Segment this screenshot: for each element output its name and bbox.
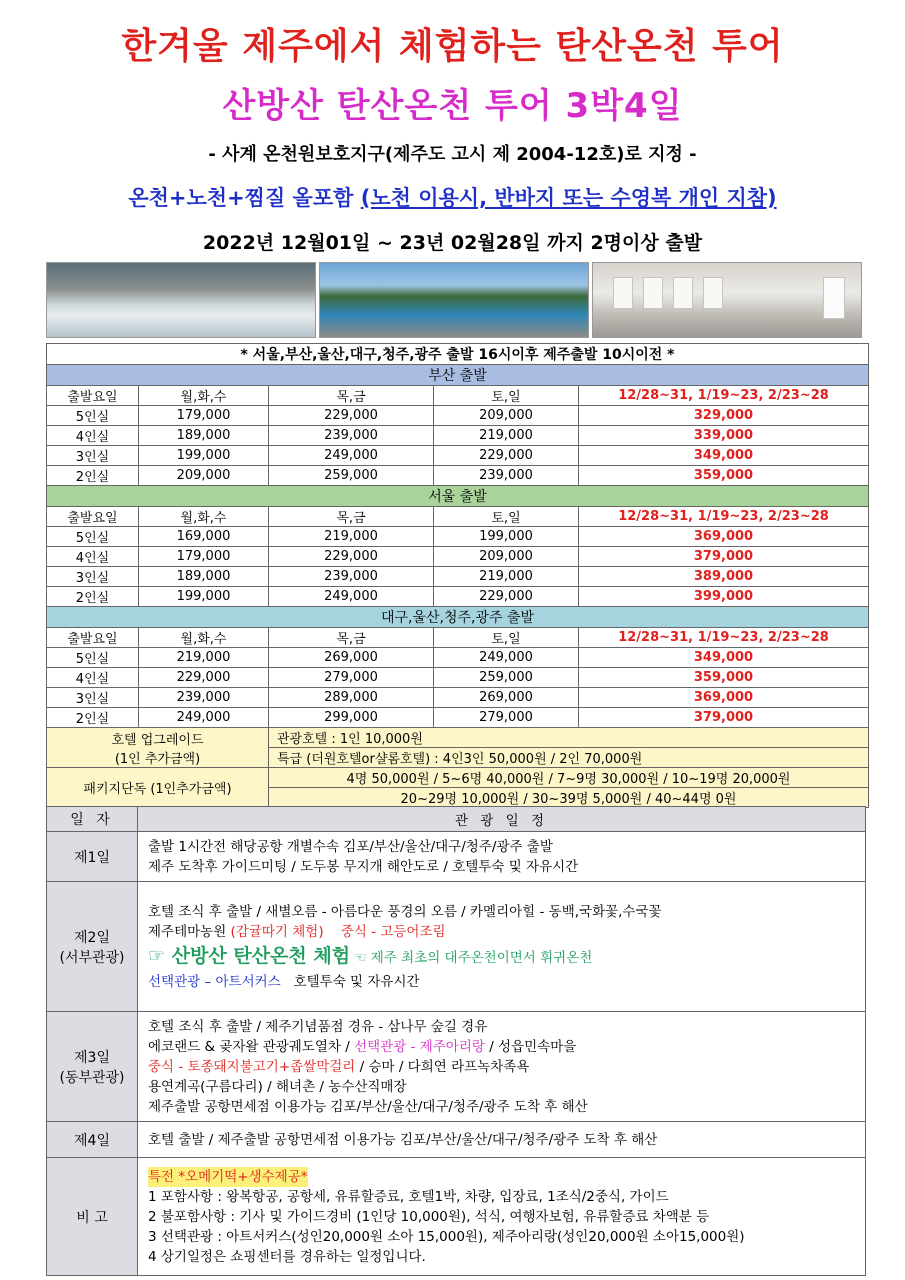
price-cell: 269,000: [434, 688, 579, 708]
price-cell: 379,000: [579, 708, 869, 728]
price-cell: 289,000: [269, 688, 434, 708]
price-cell: 229,000: [139, 668, 269, 688]
price-cell: 279,000: [269, 668, 434, 688]
price-cell: 389,000: [579, 567, 869, 587]
price-cell: 219,000: [139, 648, 269, 668]
price-cell: 199,000: [139, 446, 269, 466]
price-cell: 2인실: [47, 466, 139, 486]
price-row: [47, 446, 869, 466]
price-cell: 3인실: [47, 688, 139, 708]
day1-plan: 출발 1시간전 해당공항 개별수속 김포/부산/울산/대구/청주/광주 출발 제주 도착후 가이드미팅 / 도두봉 무지개 해안도로 / 호텔투숙 및 자유시간: [138, 832, 866, 882]
section-title: 서울 출발: [47, 486, 869, 507]
price-cell: 209,000: [434, 406, 579, 426]
price-row: [47, 688, 869, 708]
price-cell: 199,000: [434, 527, 579, 547]
package-line1: 4명 50,000원 / 5~6명 40,000원 / 7~9명 30,000원 / 10~19명 20,000원: [269, 768, 869, 788]
column-header: 12/28~31, 1/19~23, 2/23~28: [579, 386, 869, 406]
upgrade-standard: 관광호텔 : 1인 10,000원: [269, 728, 869, 748]
note-label: 비 고: [47, 1158, 138, 1276]
note-content: 특전 *오메기떡+생수제공* 1 포함사항 : 왕복항공, 공항세, 유류할증료, 호텔1박, 차량, 입장료, 1조식/2중식, 가이드 2 불포함사항 : 기사 및 가이드경비 (1인당 10,000원), 석식, 여행자보험, 유류할증료 차액분 등 3 선택관광 : 아트서커스(성인20,000원 소아 15,000원), 제주아리랑(성인20,000원 소아15,000원) 4 상기일정은 쇼핑센터를 경유하는 일정입니다.: [138, 1158, 866, 1276]
price-cell: 229,000: [434, 446, 579, 466]
column-header-row: [47, 628, 869, 648]
price-cell: 219,000: [434, 426, 579, 446]
price-cell: 379,000: [579, 547, 869, 567]
package-row: [47, 768, 869, 788]
day3-label: 제3일 (동부관광): [47, 1012, 138, 1122]
price-header-row: [47, 344, 869, 365]
price-row: [47, 547, 869, 567]
day4-plan: 호텔 출발 / 제주출발 공항면세점 이용가능 김포/부산/울산/대구/청주/광주 도착 후 해산: [138, 1122, 866, 1158]
price-row: [47, 426, 869, 446]
column-header: 월,화,수: [139, 628, 269, 648]
price-cell: 209,000: [139, 466, 269, 486]
price-cell: 259,000: [269, 466, 434, 486]
price-row: [47, 587, 869, 607]
price-cell: 249,000: [434, 648, 579, 668]
price-cell: 329,000: [579, 406, 869, 426]
price-cell: 4인실: [47, 668, 139, 688]
section-row: [47, 607, 869, 628]
price-row: [47, 648, 869, 668]
price-cell: 359,000: [579, 668, 869, 688]
column-header: 토,일: [434, 507, 579, 527]
price-table: [46, 343, 869, 808]
column-header: 출발요일: [47, 628, 139, 648]
price-cell: 259,000: [434, 668, 579, 688]
price-cell: 339,000: [579, 426, 869, 446]
designation-note: - 사계 온천원보호지구(제주도 고시 제 2004-12호)로 지정 -: [208, 144, 697, 165]
column-header: 목,금: [269, 386, 434, 406]
day2-label: 제2일 (서부관광): [47, 882, 138, 1012]
section-row: [47, 486, 869, 507]
column-header: 목,금: [269, 628, 434, 648]
price-cell: 369,000: [579, 688, 869, 708]
price-cell: 229,000: [269, 406, 434, 426]
day3-plan: 호텔 조식 후 출발 / 제주기념품점 경유 - 삼나무 숲길 경유 에코랜드 & 곶자왈 관광궤도열차 / 선택관광 - 제주아리랑 / 성읍민속마을 중식 - 토종돼지불고기+좁쌀막걸리 / 승마 / 다희연 라프녹차족욕 용연계곡(구름다리) / 해녀촌 / 농수산직매장 제주출발 공항면세점 이용가능 김포/부산/울산/대구/청주/광주 도착 후 해산: [138, 1012, 866, 1122]
main-title: 한겨울 제주에서 체험하는 탄산온천 투어: [121, 26, 784, 67]
price-cell: 359,000: [579, 466, 869, 486]
inclusion-note: 온천+노천+찜질 올포함 (노천 이용시, 반바지 또는 수영복 개인 지참): [128, 186, 777, 210]
column-header: 12/28~31, 1/19~23, 2/23~28: [579, 507, 869, 527]
column-header: 12/28~31, 1/19~23, 2/23~28: [579, 628, 869, 648]
price-row: [47, 567, 869, 587]
price-cell: 239,000: [139, 688, 269, 708]
hot-spring-photo: [46, 262, 316, 338]
price-cell: 239,000: [269, 426, 434, 446]
day1-label: 제1일: [47, 832, 138, 882]
price-cell: 5인실: [47, 406, 139, 426]
column-header-row: [47, 507, 869, 527]
price-cell: 179,000: [139, 406, 269, 426]
sub-title: 산방산 탄산온천 투어 3박4일: [222, 86, 683, 126]
price-cell: 189,000: [139, 567, 269, 587]
price-cell: 279,000: [434, 708, 579, 728]
package-label: 패키지단독 (1인추가금액): [47, 768, 269, 808]
price-cell: 229,000: [434, 587, 579, 607]
upgrade-premium: 특급 (더원호텔or샬롬호텔) : 4인3인 50,000원 / 2인 70,000원: [269, 748, 869, 768]
column-header: 출발요일: [47, 386, 139, 406]
day2-plan: 호텔 조식 후 출발 / 새별오름 - 아름다운 풍경의 오름 / 카멜리아힐 - 동백,국화꽃,수국꽃 제주테마농원 (감귤따기 체험) 중식 - 고등어조림 ☞ 산방산 탄산온천 체험 ☜ 제주 최초의 대주온천이면서 휘귀온천 선택관광 – 아트서커스 호텔투숙 및 자유시간: [138, 882, 866, 1012]
price-cell: 239,000: [269, 567, 434, 587]
price-cell: 2인실: [47, 587, 139, 607]
col-plan-header: 관 광 일 정: [138, 807, 866, 832]
price-cell: 199,000: [139, 587, 269, 607]
price-cell: 209,000: [434, 547, 579, 567]
section-title: 대구,울산,청주,광주 출발: [47, 607, 869, 628]
price-cell: 169,000: [139, 527, 269, 547]
period-note: 2022년 12월01일 ~ 23년 02월28일 까지 2명이상 출발: [202, 232, 703, 254]
price-cell: 249,000: [269, 446, 434, 466]
price-cell: 249,000: [269, 587, 434, 607]
price-cell: 219,000: [269, 527, 434, 547]
section-title: 부산 출발: [47, 365, 869, 386]
pool-photo: [319, 262, 589, 338]
price-cell: 179,000: [139, 547, 269, 567]
price-cell: 219,000: [434, 567, 579, 587]
price-row: [47, 708, 869, 728]
column-header: 토,일: [434, 386, 579, 406]
price-cell: 349,000: [579, 648, 869, 668]
price-row: [47, 668, 869, 688]
price-cell: 3인실: [47, 567, 139, 587]
price-cell: 269,000: [269, 648, 434, 668]
price-row: [47, 406, 869, 426]
column-header: 목,금: [269, 507, 434, 527]
price-cell: 249,000: [139, 708, 269, 728]
price-cell: 399,000: [579, 587, 869, 607]
section-row: [47, 365, 869, 386]
column-header: 월,화,수: [139, 507, 269, 527]
day4-label: 제4일: [47, 1122, 138, 1158]
upgrade-row: [47, 728, 869, 748]
col-day-header: 일 자: [47, 807, 138, 832]
upgrade-label: 호텔 업그레이드 (1인 추가금액): [47, 728, 269, 768]
column-header-row: [47, 386, 869, 406]
price-header: * 서울,부산,울산,대구,청주,광주 출발 16시이후 제주출발 10시이전 *: [47, 344, 869, 365]
price-row: [47, 466, 869, 486]
price-cell: 2인실: [47, 708, 139, 728]
price-cell: 239,000: [434, 466, 579, 486]
column-header: 토,일: [434, 628, 579, 648]
package-line2: 20~29명 10,000원 / 30~39명 5,000원 / 40~44명 0원: [269, 788, 869, 808]
price-cell: 5인실: [47, 648, 139, 668]
price-cell: 349,000: [579, 446, 869, 466]
price-row: [47, 527, 869, 547]
price-cell: 229,000: [269, 547, 434, 567]
price-cell: 3인실: [47, 446, 139, 466]
price-cell: 189,000: [139, 426, 269, 446]
price-cell: 4인실: [47, 426, 139, 446]
price-cell: 369,000: [579, 527, 869, 547]
spa-hall-photo: [592, 262, 862, 338]
column-header: 출발요일: [47, 507, 139, 527]
price-cell: 299,000: [269, 708, 434, 728]
schedule-table: [46, 806, 866, 1276]
price-cell: 5인실: [47, 527, 139, 547]
column-header: 월,화,수: [139, 386, 269, 406]
price-cell: 4인실: [47, 547, 139, 567]
